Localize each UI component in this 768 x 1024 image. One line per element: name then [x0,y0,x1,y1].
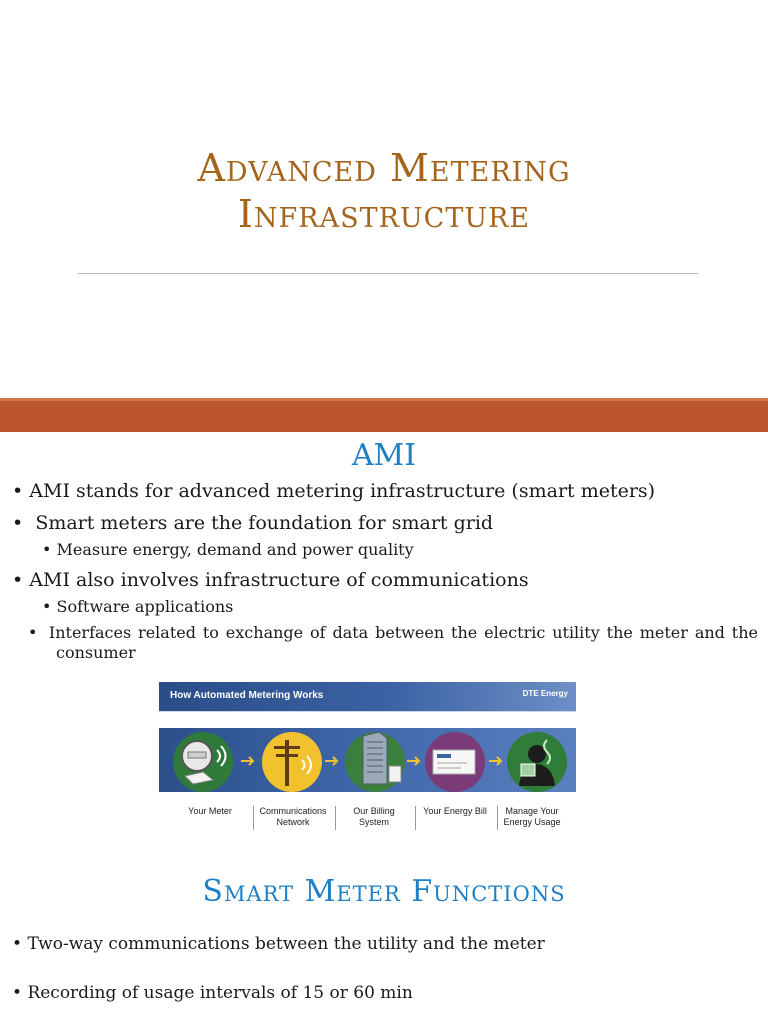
bullet-ami-involves [12,567,529,593]
slide-title-line1: Advanced Metering [197,146,571,190]
bullet-dot: • [12,480,24,502]
diagram-title: How Automated Metering Works [170,690,324,701]
bullet-smart-meters [12,510,493,536]
bullet-dot: • [12,512,24,534]
label-communications-network: Communications Network [259,806,327,827]
bullet-text: Measure energy, demand and power quality [56,540,414,559]
slide-separator-band [0,398,768,432]
communications-network-icon [262,732,322,792]
label-energy-bill: Your Energy Bill [423,806,487,816]
billing-system-icon [345,732,405,792]
bullet-dot: • [42,597,52,616]
title-divider [77,273,699,274]
diagram-header [159,682,576,712]
label-separator [415,806,416,830]
dte-energy-logo: DTE Energy [522,689,568,698]
bullet-dot: • [42,540,52,559]
label-your-meter: Your Meter [188,806,232,816]
bullet-recording [12,982,413,1004]
sub-bullet-measure [42,540,758,560]
bullet-text: Smart meters are the foundation for smart grid [35,512,494,534]
energy-bill-icon [425,732,485,792]
slide-title [0,0,768,398]
flow-arrow-icon [239,754,257,768]
bullet-text: Recording of usage intervals of 15 or 60 min [27,983,413,1003]
smart-meter-functions-heading: Smart Meter Functions [202,874,566,909]
bullet-text: Software applications [56,597,234,616]
manage-energy-icon [507,732,567,792]
label-separator [253,806,254,830]
label-separator [497,806,498,830]
sub-bullet-software [42,597,758,617]
flow-arrow-icon [323,754,341,768]
label-separator [335,806,336,830]
automated-metering-diagram [159,682,576,834]
sub-bullet-interfaces: • Interfaces related to exchange of data between the electric utility the meter and the consumer [28,623,758,662]
bullet-dot: • [12,983,23,1003]
slide-title-line2: Infrastructure [237,192,531,236]
flow-arrow-icon [405,754,423,768]
bullet-dot: • [12,569,24,591]
diagram-header-rule [159,711,576,712]
label-billing-system: Our Billing System [353,806,395,827]
bullet-dot: • [12,934,23,954]
bullet-text: Interfaces related to exchange of data between the electric utility the meter and the consumer [48,623,758,662]
meter-icon [173,732,233,792]
ami-heading: AMI [351,438,417,473]
flow-arrow-icon [487,754,505,768]
bullet-text: Two-way communications between the utility and the meter [27,934,545,954]
bullet-text: AMI also involves infrastructure of communications [29,569,529,591]
bullet-ami-stands [12,478,655,504]
bullet-two-way [12,933,545,955]
label-manage-energy: Manage Your Energy Usage [503,806,561,827]
bullet-text: AMI stands for advanced metering infrastructure (smart meters) [29,480,656,502]
